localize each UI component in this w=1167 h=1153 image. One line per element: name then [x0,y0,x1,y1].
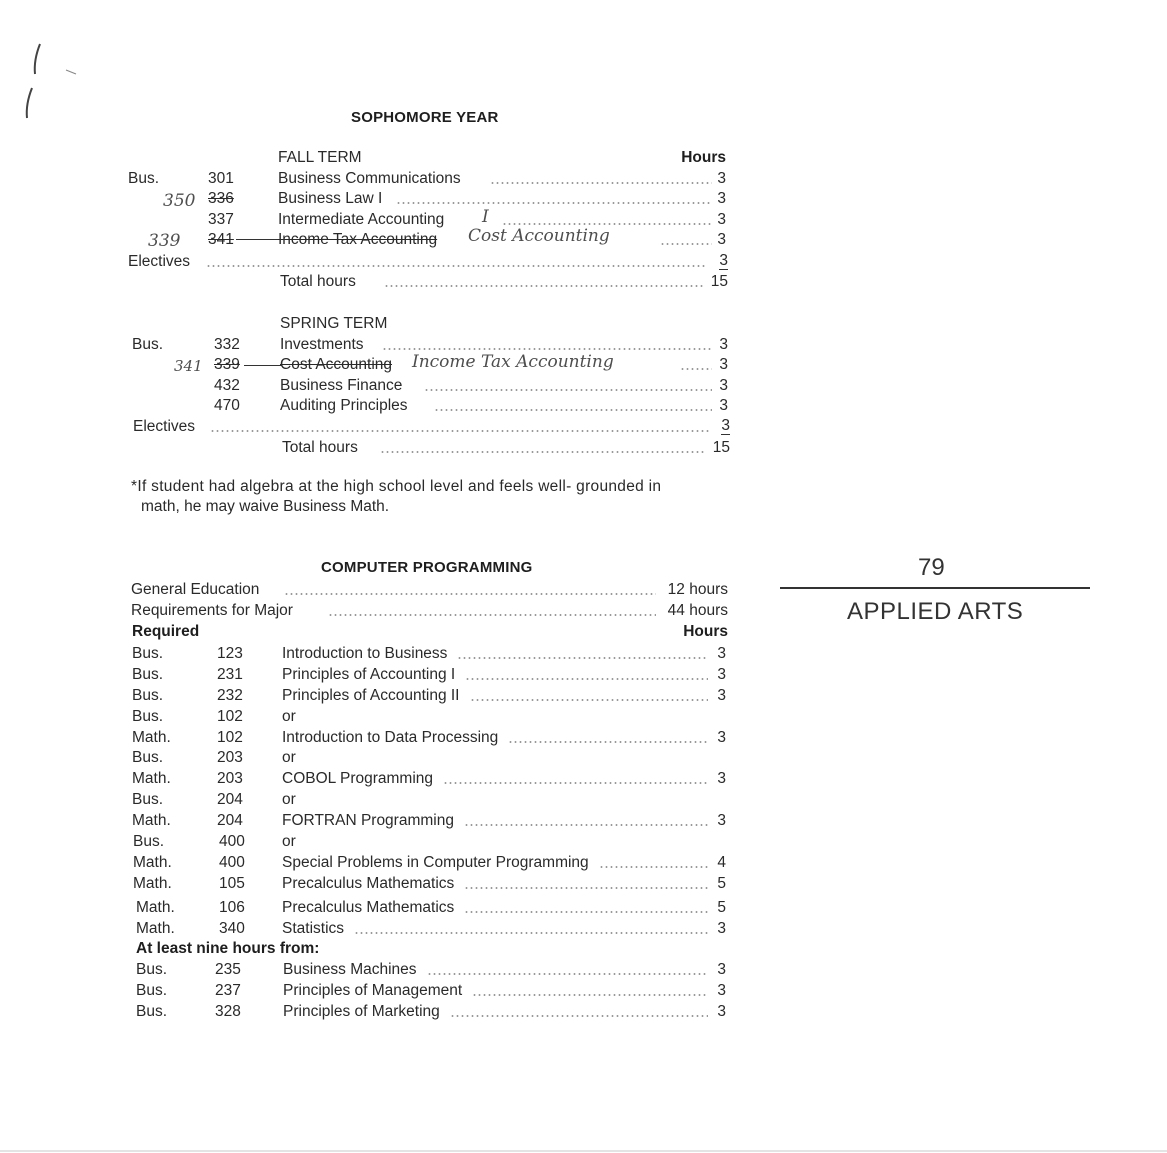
course-title-struck: Cost Accounting [280,356,393,373]
nine-hours-row [0,939,740,959]
required-label: Required [132,623,200,640]
leader-dots [680,368,712,370]
computer-programming-title: COMPUTER PROGRAMMING [321,559,533,576]
course-row [0,981,740,1001]
leader-dots [354,932,708,934]
course-title: Investments [280,336,364,353]
summary-value: 12 hours [667,581,728,598]
course-dept: Math. [132,812,171,829]
course-row [0,832,740,852]
electives-hours: 3 [719,252,728,269]
course-number: 105 [219,875,245,892]
course-title: Introduction to Data Processing [282,729,499,746]
handwritten-annotation: Income Tax Accounting [412,352,614,372]
electives-label: Electives [133,418,196,435]
leader-dots [424,389,712,391]
course-title: Precalculus Mathematics [282,899,455,916]
course-row [0,686,740,706]
leader-dots [508,741,708,743]
course-hours: 3 [717,211,726,228]
handwritten-annotation: I [482,207,489,227]
leader-dots [396,202,712,204]
course-hours: 3 [717,231,726,248]
course-hours: 3 [717,770,726,787]
total-hours-row [0,438,740,458]
leader-dots [380,451,706,453]
fall-term-label: FALL TERM [278,149,362,166]
page-number: 79 [918,554,945,581]
course-number: 470 [214,397,240,414]
course-title: FORTRAN Programming [282,812,454,829]
electives-row [0,252,740,272]
strike-line [244,365,282,366]
course-hours: 3 [717,961,726,978]
summary-label: General Education [131,581,260,598]
course-row [0,207,740,230]
course-hours: 3 [717,1003,726,1020]
course-dept: Bus. [128,170,160,187]
course-dept: Math. [136,899,175,916]
course-row [0,644,740,664]
leader-dots [210,430,710,432]
summary-label: Requirements for Major [131,602,293,619]
handwritten-annotation: Cost Accounting [468,226,610,246]
leader-dots [427,973,708,975]
course-row [0,960,740,980]
course-hours: 3 [719,397,728,414]
course-row [0,748,740,768]
course-row [0,728,740,748]
total-hours-value: 15 [712,439,730,456]
course-hours: 3 [717,729,726,746]
course-hours: 3 [717,170,726,187]
course-number: 340 [219,920,245,937]
course-title: Principles of Accounting I [282,666,456,683]
course-dept: Bus. [132,708,164,725]
spring-term-header [0,314,740,334]
course-title: Statistics [282,920,345,937]
course-dept: Bus. [136,961,168,978]
course-title: Principles of Marketing [283,1003,440,1020]
handwritten-course-number: 341 [174,357,203,375]
course-row [0,226,740,251]
course-hours: 3 [717,666,726,683]
course-row [0,169,740,189]
course-number: 203 [217,770,243,787]
footnote-line-2: math, he may waive Business Math. [141,498,390,515]
section-title: APPLIED ARTS [847,598,1024,625]
leader-dots [472,994,708,996]
course-dept: Math. [132,770,171,787]
course-dept: Math. [133,875,172,892]
course-row [0,352,740,375]
course-number: 106 [219,899,245,916]
summary-row [0,601,740,621]
leader-dots [384,285,704,287]
course-title: Business Finance [280,377,403,394]
course-number-struck: 341 [208,231,234,248]
margin-pencil-marks [18,38,88,128]
course-row [0,790,740,810]
leader-dots [443,782,708,784]
required-header-row [0,622,740,642]
course-dept: Bus. [132,336,164,353]
course-dept: Math. [132,729,171,746]
total-hours-label: Total hours [282,439,358,456]
leader-dots [206,265,706,267]
course-number: 102 [217,708,243,725]
course-title-struck: Income Tax Accounting [278,231,438,248]
course-row [0,335,740,355]
course-number: 432 [214,377,240,394]
handwritten-course-number: 339 [148,231,181,251]
handwritten-course-number: 350 [163,191,196,211]
course-row [0,898,740,918]
course-number: 328 [215,1003,241,1020]
summary-value: 44 hours [667,602,728,619]
course-title: COBOL Programming [282,770,434,787]
course-dept: Bus. [136,982,168,999]
course-number-struck: 336 [208,190,234,207]
footnote-line-1: *If student had algebra at the high school level and feels well- grounded in [131,478,662,495]
course-row [0,1002,740,1022]
course-dept: Bus. [132,791,164,808]
leader-dots [457,657,708,659]
leader-dots [464,824,708,826]
leader-dots [470,699,708,701]
course-hours: 3 [717,687,726,704]
fall-term-header [0,148,740,168]
course-hours: 4 [717,854,726,871]
course-title: or [282,833,296,850]
course-title: or [282,708,296,725]
course-title: Business Law I [278,190,383,207]
course-number: 232 [217,687,243,704]
total-hours-value: 15 [710,273,728,290]
leader-dots [599,866,708,868]
course-dept: Bus. [133,833,165,850]
course-number: 102 [217,729,243,746]
course-dept: Bus. [132,666,164,683]
spring-term-label: SPRING TERM [280,315,388,332]
course-hours: 3 [717,920,726,937]
course-dept: Bus. [132,687,164,704]
page-edge [0,1150,1167,1152]
course-number: 203 [217,749,243,766]
course-number: 235 [215,961,241,978]
leader-dots [465,678,708,680]
course-hours: 5 [717,875,726,892]
course-hours: 3 [719,336,728,353]
leader-dots [502,223,712,225]
course-dept: Math. [136,920,175,937]
leader-dots [490,182,712,184]
course-title: Introduction to Business [282,645,448,662]
leader-dots [464,887,708,889]
course-title: Business Communications [278,170,461,187]
course-hours: 3 [719,377,728,394]
course-number-struck: 339 [214,356,240,373]
course-number: 204 [217,791,243,808]
leader-dots [382,348,712,350]
section-rule [780,587,1090,589]
course-row [0,665,740,685]
total-hours-label: Total hours [280,273,356,290]
course-row [0,769,740,789]
course-row [0,919,740,939]
course-title: Precalculus Mathematics [282,875,455,892]
course-title: or [282,791,296,808]
course-hours: 3 [717,982,726,999]
sophomore-year-title: SOPHOMORE YEAR [351,109,499,126]
leader-dots [464,911,708,913]
course-dept: Bus. [132,749,164,766]
course-title: Auditing Principles [280,397,408,414]
course-title: Principles of Accounting II [282,687,460,704]
summary-row [0,580,740,600]
course-title: Intermediate Accounting [278,211,445,228]
course-hours: 5 [717,899,726,916]
leader-dots [450,1015,708,1017]
nine-hours-label: At least nine hours from: [136,940,320,957]
leader-dots [284,593,656,595]
course-title: or [282,749,296,766]
leader-dots [434,409,712,411]
electives-label: Electives [128,253,191,270]
course-number: 301 [208,170,234,187]
course-title: Business Machines [283,961,417,978]
course-hours: 3 [717,190,726,207]
course-row [0,396,740,416]
course-row [0,189,740,209]
course-number: 123 [217,645,243,662]
course-number: 237 [215,982,241,999]
course-title: Principles of Management [283,982,463,999]
course-number: 400 [219,833,245,850]
strike-line [236,239,280,240]
course-title: Special Problems in Computer Programming [282,854,589,871]
electives-hours: 3 [721,417,730,434]
hours-header: Hours [681,149,726,166]
course-hours: 3 [717,645,726,662]
course-number: 204 [217,812,243,829]
course-row [0,707,740,727]
course-number: 337 [208,211,234,228]
course-number: 400 [219,854,245,871]
course-row [0,811,740,831]
hours-header: Hours [683,623,728,640]
course-dept: Bus. [136,1003,168,1020]
course-dept: Bus. [132,645,164,662]
course-number: 332 [214,336,240,353]
course-row [0,376,740,396]
course-number: 231 [217,666,243,683]
course-row [0,853,740,873]
course-hours: 3 [717,812,726,829]
course-dept: Math. [133,854,172,871]
total-hours-row [0,272,740,292]
leader-dots [328,614,656,616]
course-row [0,874,740,894]
leader-dots [660,243,712,245]
electives-row [0,417,740,437]
course-hours: 3 [719,356,728,373]
